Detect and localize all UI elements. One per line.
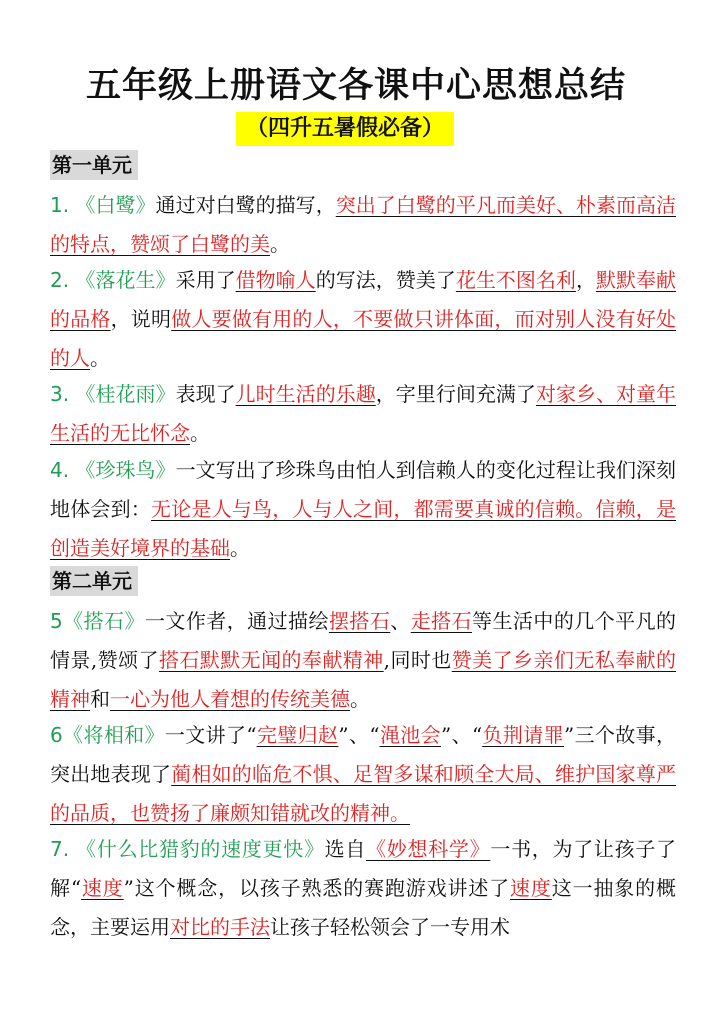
lesson-title: 《将相和》	[62, 723, 165, 747]
key-point-highlight: 走搭石	[410, 609, 473, 633]
body-text: ，说明	[110, 307, 172, 331]
key-point-highlight: 《妙想科学》	[366, 837, 491, 861]
key-point-highlight: 对比的手法	[170, 915, 270, 939]
item-number: 6	[50, 723, 63, 747]
unit-heading-1: 第一单元	[50, 150, 138, 180]
body-text: 表现了	[175, 382, 236, 406]
body-text: 这一抽象的概念，主要运用	[50, 876, 677, 939]
unit-heading-2: 第二单元	[50, 566, 138, 596]
key-point-highlight: 蔺相如的临危不惧、足智多谋和顾全大局、维护国家尊严的品质，也赞扬了廉颇知错就改的精神。	[50, 762, 677, 825]
body-text: ”、“	[338, 723, 380, 747]
body-text: 、	[390, 609, 411, 633]
body-text: 。	[270, 232, 290, 256]
lesson-paragraph-5	[50, 602, 676, 719]
body-text: 。	[230, 536, 250, 560]
body-text: ”、“	[441, 723, 483, 747]
item-number: 3.	[50, 382, 76, 406]
key-point-highlight: 负荆请罪	[482, 723, 564, 747]
key-point-highlight: 完璧归赵	[256, 723, 339, 747]
item-number: 7.	[50, 837, 77, 861]
key-point-highlight: 渑池会	[379, 723, 442, 747]
key-point-highlight: 儿时生活的乐趣	[235, 382, 376, 406]
body-text: 。	[350, 687, 370, 711]
lesson-title: 《什么比猎豹的速度更快》	[76, 837, 325, 861]
lesson-paragraph-6	[50, 716, 676, 833]
page-title: 五年级上册语文各课中心思想总结	[86, 66, 627, 106]
key-point-highlight: 花生不图名利	[455, 268, 576, 292]
key-point-highlight: 无论是人与鸟，人与人之间，都需要真诚的信赖。信赖，是创造美好境界的基础	[50, 497, 676, 560]
body-text: 。	[190, 421, 210, 445]
item-number: 5	[50, 609, 63, 633]
lesson-paragraph-4	[50, 451, 676, 568]
body-text: ”这个概念，以孩子熟悉的赛跑游戏讲述了	[123, 876, 511, 900]
lesson-title: 《白鹭》	[75, 193, 156, 217]
body-text: ，字里行间充满了	[375, 382, 536, 406]
key-point-highlight: 默默奉献的品格	[50, 268, 677, 331]
body-text: 一书，为了让孩子了解“	[50, 837, 677, 900]
lesson-title: 《搭石》	[62, 609, 145, 633]
lesson-paragraph-2	[50, 261, 676, 378]
body-text: ”三个故事，突出地表现了	[50, 723, 677, 786]
lesson-title: 《珍珠鸟》	[75, 458, 176, 482]
body-text: 让孩子轻松领会了一专用术	[270, 915, 510, 939]
key-point-highlight: 摆搭石	[328, 609, 391, 633]
body-text: 等生活中的几个平凡的情景,赞颂了	[50, 609, 677, 672]
body-text: 通过对白鹭的描写，	[155, 193, 336, 217]
body-text: 一文写出了珍珠鸟由怕人到信赖人的变化过程让我们深刻地体会到：	[50, 458, 676, 521]
body-text: 采用了	[175, 268, 236, 292]
lesson-paragraph-7	[50, 830, 676, 947]
lesson-title: 《桂花雨》	[75, 382, 176, 406]
subtitle-highlight: （四升五暑假必备）	[236, 112, 454, 146]
body-text: 的写法，赞美了	[315, 268, 456, 292]
key-point-highlight: 做人要做有用的人，不要做只讲体面，而对别人没有好处的人	[50, 307, 677, 370]
key-point-highlight: 赞美了乡亲们无私奉献的精神	[50, 648, 677, 711]
item-number: 2.	[50, 268, 76, 292]
item-number: 1.	[50, 193, 76, 217]
key-point-highlight: 突出了白鹭的平凡而美好、朴素而高洁的特点，赞颂了白鹭的美	[50, 193, 677, 256]
body-text: ,同时也	[383, 648, 452, 672]
body-text: ，	[575, 268, 596, 292]
body-text: 选自	[324, 837, 367, 861]
key-point-highlight: 一心为他人着想的传统美德	[110, 687, 350, 711]
key-point-highlight: 速度	[510, 876, 552, 900]
body-text: 。	[90, 346, 110, 370]
lesson-paragraph-3	[50, 375, 676, 453]
body-text: 和	[90, 687, 110, 711]
lesson-title: 《落花生》	[75, 268, 176, 292]
item-number: 4.	[50, 458, 76, 482]
key-point-highlight: 搭石默默无闻的奉献精神	[158, 648, 384, 672]
body-text: 一文作者，通过描绘	[144, 609, 329, 633]
lesson-paragraph-1	[50, 186, 676, 264]
key-point-highlight: 对家乡、对童年生活的无比怀念	[50, 382, 677, 445]
key-point-highlight: 速度	[81, 876, 124, 900]
key-point-highlight: 借物喻人	[235, 268, 316, 292]
body-text: 一文讲了“	[164, 723, 257, 747]
